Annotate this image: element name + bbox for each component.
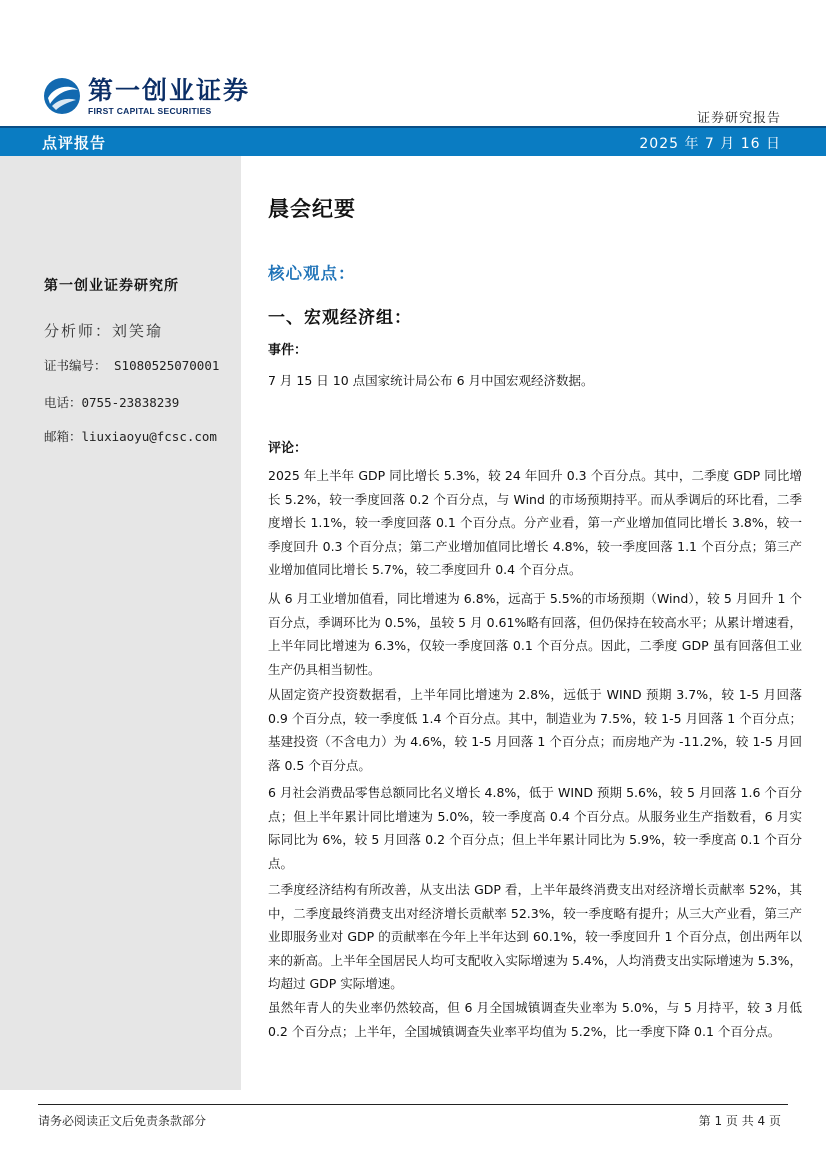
paragraph: 从固定资产投资数据看，上半年同比增速为 2.8%，远低于 WIND 预期 3.7%，较 1-5 月回落 0.9 个百分点，较一季度低 1.4 个百分点。其中，制造业为 7.5%，较 1-5 月回落 1 个百分点；基建投资（不含电力）为 4.6%，较 1-5 月回落 1 个百分点；而房地产为 -11.2%，较 1-5 月回落 0.5 个百分点。 — [268, 687, 802, 773]
document-type: 证券研究报告 — [696, 111, 781, 126]
report-date: 2025 年 7 月 16 日 — [639, 136, 781, 152]
core-views-heading: 核心观点： — [268, 264, 356, 283]
email-address[interactable]: 邮箱：liuxiaoyu@fcsc.com — [44, 429, 217, 444]
globe-logo-icon — [42, 76, 82, 116]
disclaimer-note: 请务必阅读正文后免责条款部分 — [38, 1114, 207, 1128]
comment-label: 评论： — [268, 441, 308, 456]
sidebar — [0, 156, 241, 1090]
page-number: 第 1 页 共 4 页 — [698, 1114, 781, 1128]
company-logo — [42, 74, 250, 118]
certificate-number: 证书编号： S1080525070001 — [44, 358, 220, 373]
paragraph: 虽然年青人的失业率仍然较高，但 6 月全国城镇调查失业率为 5.0%，与 5 月持平，较 3 月低 0.2 个百分点；上半年，全国城镇调查失业率平均值为 5.2%，比一季度下降 0.1 个百分点。 — [268, 1000, 802, 1039]
logo-chinese-name: 第一创业证券 — [88, 75, 251, 105]
logo-english-name: FIRST CAPITAL SECURITIES — [88, 105, 212, 116]
phone-number: 电话：0755-23838239 — [44, 395, 180, 410]
page-title: 晨会纪要 — [268, 196, 356, 221]
footer-divider — [38, 1104, 788, 1105]
paragraph: 2025 年上半年 GDP 同比增长 5.3%，较 24 年回升 0.3 个百分点。其中，二季度 GDP 同比增长 5.2%，较一季度回落 0.2 个百分点，与 Wind 的市场预期持平。而从季调后的环比看，二季度增长 1.1%，较一季度回落 0.1 个百分点。分产业看，第一产业增加值同比增长 3.8%，较一季度回升 0.3 个百分点；第二产业增加值同比增长 4.8%，较一季度回落 1.1 个百分点；第三产业增加值同比增长 5.7%，较二季度回升 0.4 个百分点。 — [268, 468, 802, 577]
header-band — [0, 126, 826, 156]
institute-name: 第一创业证券研究所 — [44, 278, 179, 294]
event-text: 7 月 15 日 10 点国家统计局公布 6 月中国宏观经济数据。 — [268, 373, 594, 388]
paragraph: 从 6 月工业增加值看，同比增速为 6.8%，远高于 5.5%的市场预期（Wind），较 5 月回升 1 个百分点，季调环比为 0.5%，虽较 5 月 0.61%略有回落，但仍保持在较高水平；从累计增速看，上半年同比增速为 6.3%，仅较一季度回落 0.1 个百分点。因此，二季度 GDP 虽有回落但工业生产仍具相当韧性。 — [268, 591, 802, 677]
paragraph: 二季度经济结构有所改善，从支出法 GDP 看，上半年最终消费支出对经济增长贡献率 52%，其中，二季度最终消费支出对经济增长贡献率 52.3%，较一季度略有提升；从三大产业看，第三产业即服务业对 GDP 的贡献率在今年上半年达到 60.1%，较一季度回升 1 个百分点，创出两年以来的新高。上半年全国居民人均可支配收入实际增速为 5.4%，人均消费支出实际增速为 5.3%，均超过 GDP 实际增速。 — [268, 882, 802, 991]
section-heading: 一、宏观经济组： — [268, 308, 412, 328]
analyst-name: 分析师：刘笑瑜 — [44, 322, 164, 340]
event-label: 事件： — [268, 343, 308, 358]
report-category: 点评报告 — [42, 134, 107, 152]
paragraph: 6 月社会消费品零售总额同比名义增长 4.8%，低于 WIND 预期 5.6%，较 5 月回落 1.6 个百分点；但上半年累计同比增速为 5.0%，较一季度高 0.4 个百分点。从服务业生产指数看，6 月实际同比为 6%，较 5 月回落 0.2 个百分点；但上半年累计同比为 5.9%，较一季度高 0.1 个百分点。 — [268, 785, 802, 871]
